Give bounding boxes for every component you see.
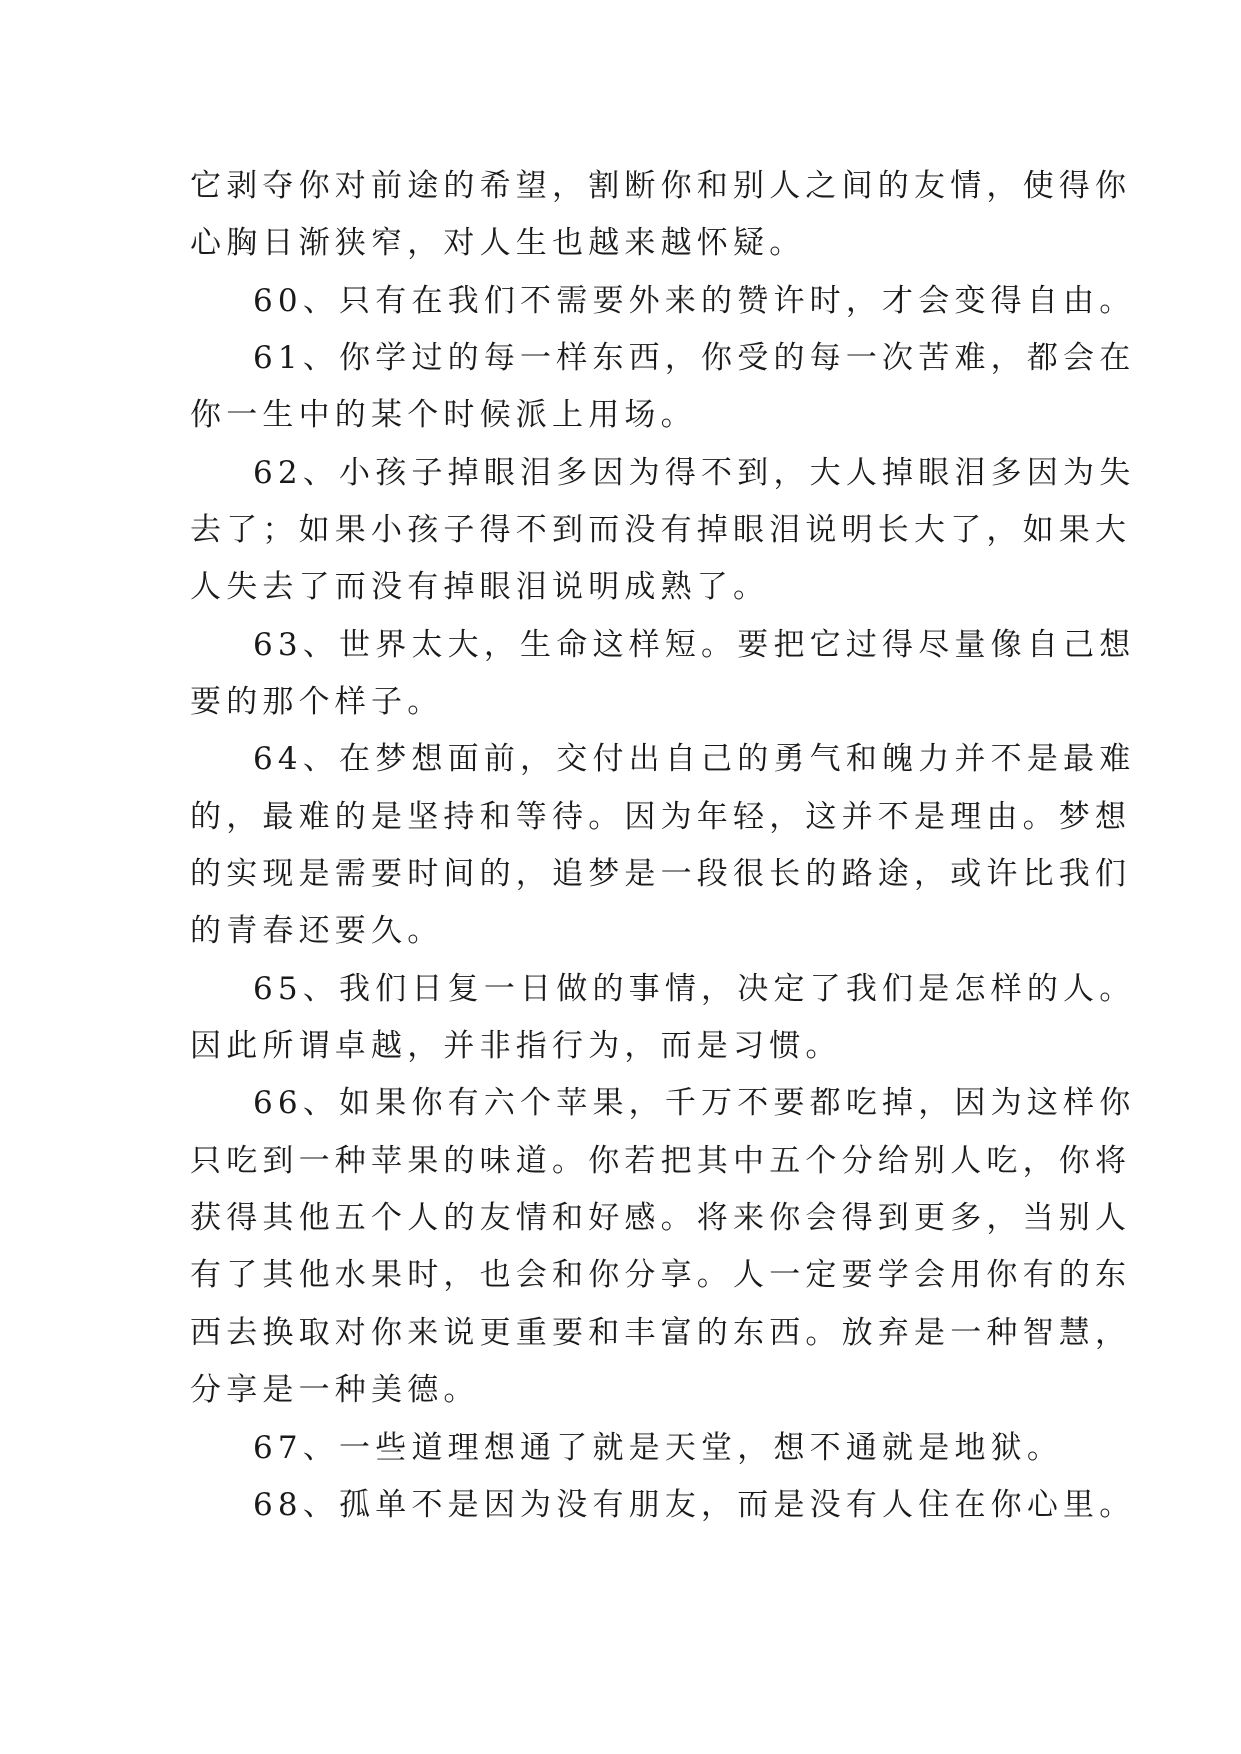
text-line: 人失去了而没有掉眼泪说明成熟了。 (190, 569, 770, 605)
text-line: 66、如果你有六个苹果，千万不要都吃掉，因为这样你 (253, 1085, 1136, 1121)
text-line: 62、小孩子掉眼泪多因为得不到，大人掉眼泪多因为失 (253, 455, 1136, 491)
text-line: 获得其他五个人的友情和好感。将来你会得到更多，当别人 (190, 1200, 1132, 1236)
text-line: 只吃到一种苹果的味道。你若把其中五个分给别人吃，你将 (190, 1143, 1132, 1179)
text-line: 心胸日渐狭窄，对人生也越来越怀疑。 (190, 225, 806, 261)
text-line: 67、一些道理想通了就是天堂，想不通就是地狱。 (253, 1430, 1064, 1466)
text-line: 西去换取对你来说更重要和丰富的东西。放弃是一种智慧， (190, 1315, 1132, 1351)
text-line: 你一生中的某个时候派上用场。 (190, 397, 697, 433)
text-line: 要的那个样子。 (190, 684, 444, 720)
text-line: 的青春还要久。 (190, 913, 444, 949)
text-line: 有了其他水果时，也会和你分享。人一定要学会用你有的东 (190, 1257, 1132, 1293)
text-line: 61、你学过的每一样东西，你受的每一次苦难，都会在 (253, 340, 1136, 376)
text-line: 它剥夺你对前途的希望，割断你和别人之间的友情，使得你 (190, 168, 1132, 204)
text-line: 的实现是需要时间的，追梦是一段很长的路途，或许比我们 (190, 856, 1132, 892)
text-line: 63、世界太大，生命这样短。要把它过得尽量像自己想 (253, 627, 1136, 663)
text-line: 去了；如果小孩子得不到而没有掉眼泪说明长大了，如果大 (190, 512, 1132, 548)
text-line: 64、在梦想面前，交付出自己的勇气和魄力并不是最难 (253, 741, 1136, 777)
text-line: 因此所谓卓越，并非指行为，而是习惯。 (190, 1028, 842, 1064)
text-line: 的，最难的是坚持和等待。因为年轻，这并不是理由。梦想 (190, 799, 1132, 835)
text-line: 65、我们日复一日做的事情，决定了我们是怎样的人。 (253, 971, 1136, 1007)
text-line: 60、只有在我们不需要外来的赞许时，才会变得自由。 (253, 283, 1136, 319)
text-line: 分享是一种美德。 (190, 1372, 480, 1408)
text-line: 68、孤单不是因为没有朋友，而是没有人住在你心里。 (253, 1487, 1136, 1523)
